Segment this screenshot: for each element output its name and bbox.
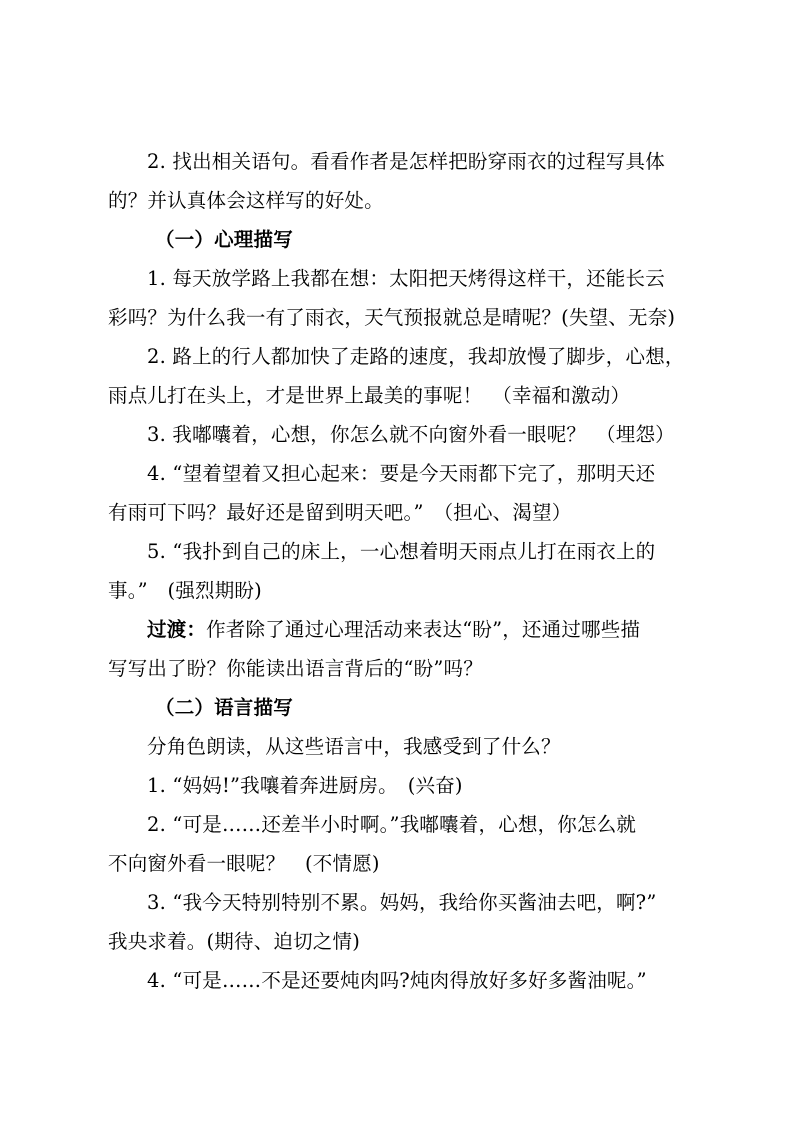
paragraph-question-2-line-2: 的？并认真体会这样写的好处。 <box>108 189 384 212</box>
item-2-line-2: 雨点儿打在头上，才是世界上最美的事呢！ （幸福和激动） <box>108 384 631 407</box>
item-2-line-1: 2. 路上的行人都加快了走路的速度，我却放慢了脚步，心想， <box>147 345 685 368</box>
transition-line-2: 写写出了盼？你能读出语言背后的“盼”吗？ <box>108 657 483 680</box>
item-5-line-1: 5. “我扑到自己的床上，一心想着明天雨点儿打在雨衣上的 <box>147 540 656 563</box>
instruction-line: 分角色朗读，从这些语言中，我感受到了什么？ <box>147 735 561 758</box>
paragraph-question-2-line-1: 2. 找出相关语句。看看作者是怎样把盼穿雨衣的过程写具体 <box>147 150 665 173</box>
lang-item-1-line-1: 1. “妈妈!”我嚷着奔进厨房。 (兴奋) <box>147 774 463 797</box>
section-heading-psychological: （一）心理描写 <box>155 228 293 251</box>
lang-item-3-line-1: 3. “我今天特别特别不累。妈妈，我给你买酱油去吧，啊?” <box>147 891 657 914</box>
item-1-line-2: 彩吗？为什么我一有了雨衣，天气预报就总是晴呢？(失望、无奈) <box>108 306 676 329</box>
item-1-line-1: 1. 每天放学路上我都在想：太阳把天烤得这样干，还能长云 <box>147 267 665 290</box>
transition-label: 过渡： <box>147 618 207 641</box>
lang-item-2-line-2: 不向窗外看一眼呢？ (不情愿) <box>108 852 380 875</box>
item-4-line-1: 4. “望着望着又担心起来：要是今天雨都下完了，那明天还 <box>147 462 656 485</box>
lang-item-4-line-1: 4. “可是……不是还要炖肉吗?炖肉得放好多好多酱油呢。” <box>147 969 647 992</box>
item-5-line-2: 事。” (强烈期盼) <box>108 579 262 602</box>
transition-line-1 <box>147 617 698 643</box>
item-4-line-2: 有雨可下吗？最好还是留到明天吧。” （担心、渴望） <box>108 501 572 524</box>
lang-item-2-line-1: 2. “可是……还差半小时啊。”我嘟囔着，心想，你怎么就 <box>147 813 637 836</box>
transition-text: 作者除了通过心理活动来表达“盼”，还通过哪些描 <box>206 618 641 641</box>
section-heading-language: （二）语言描写 <box>155 696 293 719</box>
lang-item-3-line-2: 我央求着。(期待、迫切之情) <box>108 930 361 953</box>
item-3-line-1: 3. 我嘟囔着，心想，你怎么就不向窗外看一眼呢？ （埋怨） <box>147 423 675 446</box>
